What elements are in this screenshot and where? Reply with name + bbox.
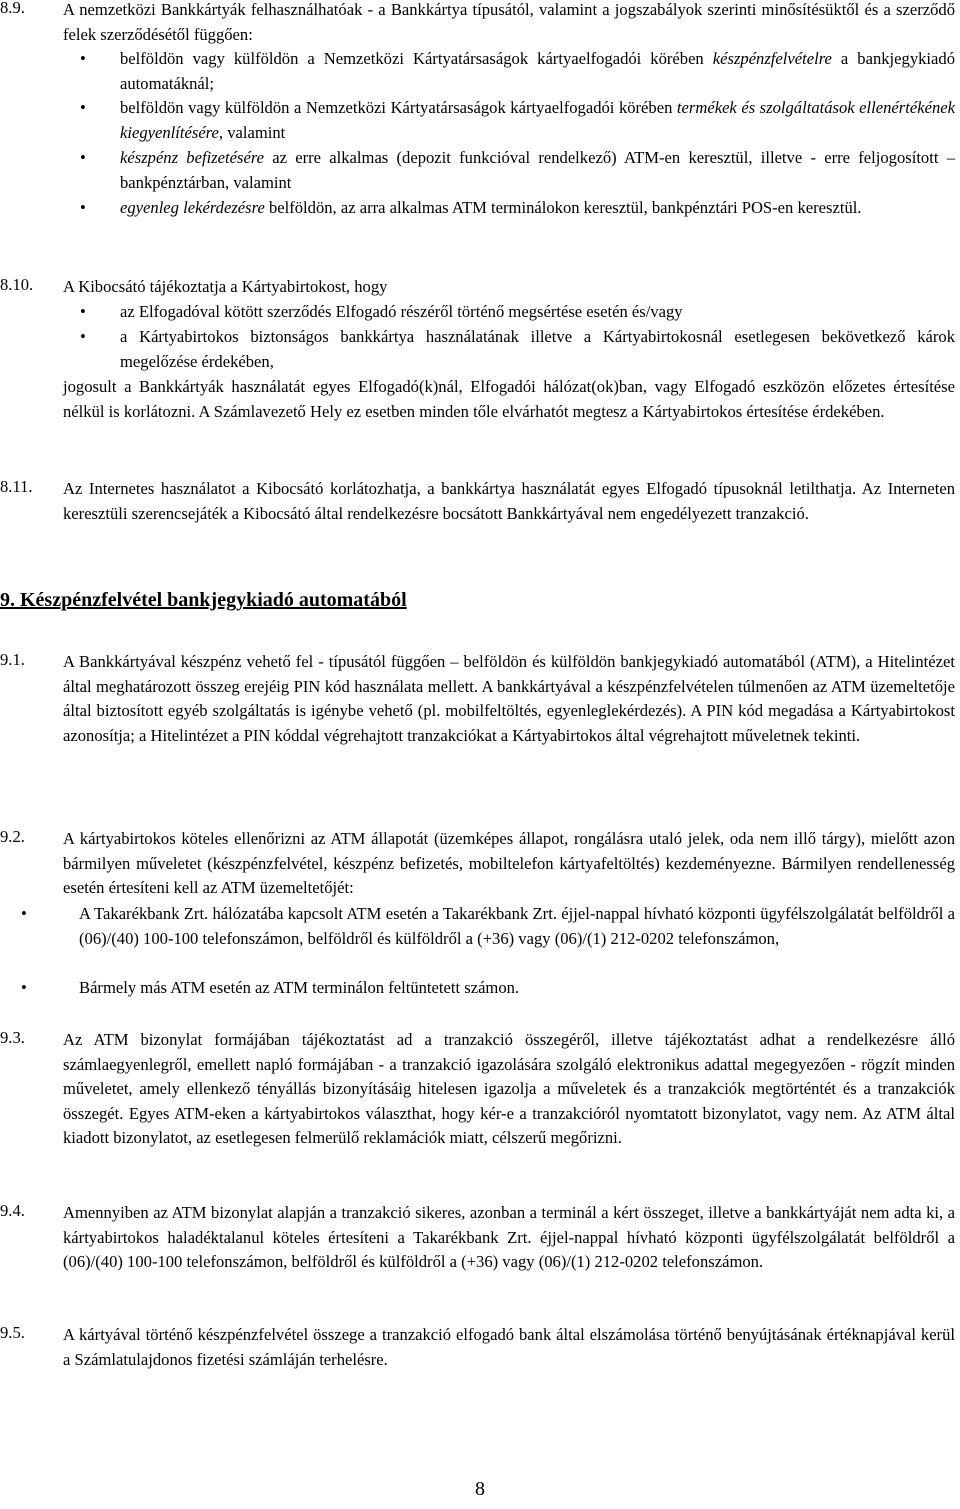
section-body: Az Internetes használatot a Kibocsátó korlátozhatja, a bankkártya használatát egyes Elfogadó típusoknál letilthatja. Az Interneten keresztüli szerencsejáték a Kibocsátó által rendelkezésre bocsátott Bankkártyával nem engedélyezett tranzakció.	[63, 479, 955, 523]
section-body: A kártyával történő készpénzfelvétel összege a tranzakció elfogadó bank által elszámolása történő benyújtásának értéknapjával kerül a Számlatulajdonos fizetési számláján terhelésre.	[63, 1325, 955, 1369]
section-number: 8.9.	[0, 0, 25, 17]
section-number: 8.11.	[0, 477, 33, 496]
bullet-item: • a Kártyabirtokos biztonságos bankkártya használatának illetve a Kártyabirtokosnál esetlegesen bekövetkező károk megelőzése érdekében,	[120, 325, 955, 374]
section-number: 9.4.	[0, 1201, 25, 1220]
section-number: 8.10.	[0, 275, 34, 294]
bullet-item: • egyenleg lekérdezésre belföldön, az arra alkalmas ATM terminálokon keresztül, bankpénztári POS-en keresztül.	[120, 196, 955, 221]
bullet-item: • Bármely más ATM esetén az ATM terminálon feltüntetett számon.	[79, 976, 955, 1001]
bullet-item: • belföldön vagy külföldön a Nemzetközi Kártyatársaságok kártyaelfogadói körében készpénzfelvételre a bankjegykiadó automatáknál;	[120, 47, 955, 96]
section-body: Az ATM bizonylat formájában tájékoztatást ad a tranzakció összegéről, illetve tájékoztatást adhat a rendelkezésre álló számlaegyenlegről, emellett napló formájában - a tranzakció igazolására szolgáló elektronikus adattal megegyezően - rögzít minden műveletet, amely ellenkező tényállás bizonyításáig hitelesen igazolja a műveletek és a tranzakciók megtörténtét és a tranzakciók összegét. Egyes ATM-eken a kártyabirtokos választhat, hogy kér-e a tranzakcióról nyomtatott bizonylatot, vagy nem. Az ATM által kiadott bizonylatot, az esetlegesen felmerülő reklamációk miatt, célszerű megőrizni.	[63, 1030, 955, 1148]
chapter-heading: 9. Készpénzfelvétel bankjegykiadó automatából	[0, 589, 407, 611]
section-body: A kártyabirtokos köteles ellenőrizni az ATM állapotát (üzemképes állapot, rongálásra utaló jelek, oda nem illő tárgy), mielőtt azon bármilyen műveletet (készpénzfelvétel, készpénz befizetés, mobiltelefon kártyafeltöltés) kezdeményezne. Bármilyen rendellenesség esetén értesíteni kell az ATM üzemeltetőjét:	[63, 829, 955, 898]
section-body: A Bankkártyával készpénz vehető fel - típusától függően – belföldön és külföldön bankjegykiadó automatából (ATM), a Hitelintézet által meghatározott összeg erejéig PIN kód használata mellett. A bankkártyával a készpénzfelvételen túlmenően az ATM üzemeltetője által biztosított egyéb szolgáltatás is igénybe vehető (pl. mobilfeltöltés, egyenleglekérdezés). A PIN kód megadása a Kártyabirtokost azonosítja; a Hitelintézet a PIN kóddal végrehajtott tranzakciókat a Kártyabirtokos által végrehajtott műveletnek tekinti.	[63, 652, 955, 745]
bullet-item: • belföldön vagy külföldön a Nemzetközi Kártyatársaságok kártyaelfogadói körében termékek és szolgáltatások ellenértékének kiegyenlítésére, valamint	[120, 96, 955, 145]
page-number: 8	[475, 1478, 485, 1500]
section-body: jogosult a Bankkártyák használatát egyes Elfogadó(k)nál, Elfogadói hálózat(ok)ban, vagy Elfogadó eszközön előzetes értesítése nélkül is korlátozni. A Számlavezető Hely ez esetben minden tőle elvárhatót megtesz a Kártyabirtokos értesítése érdekében.	[63, 377, 955, 421]
bullet-item: • az Elfogadóval kötött szerződés Elfogadó részéről történő megsértése esetén és/vagy	[120, 300, 955, 325]
section-body: Amennyiben az ATM bizonylat alapján a tranzakció sikeres, azonban a terminál a kért összeget, illetve a bankkártyáját nem adta ki, a kártyabirtokos haladéktalanul köteles értesíteni a Takarékbank Zrt. éjjel-nappal hívható központi ügyfélszolgálatát belföldről a (06)/(40) 100-100 telefonszámon, belföldről és külföldről a (+36) vagy (06)/(1) 212-0202 telefonszámon.	[63, 1203, 955, 1272]
section-number: 9.5.	[0, 1323, 25, 1342]
section-number: 9.3.	[0, 1028, 25, 1047]
section-intro: A Kibocsátó tájékoztatja a Kártyabirtokost, hogy	[63, 277, 388, 296]
bullet-item: • készpénz befizetésére az erre alkalmas (depozit funkcióval rendelkező) ATM-en keresztül, illetve - erre feljogosított – bankpénztárban, valamint	[120, 146, 955, 195]
section-number: 9.2.	[0, 827, 25, 846]
bullet-item: • A Takarékbank Zrt. hálózatába kapcsolt ATM esetén a Takarékbank Zrt. éjjel-nappal hívható központi ügyfélszolgálatát belföldről a (06)/(40) 100-100 telefonszámon, belföldről és külföldről a (+36) vagy (06)/(1) 212-0202 telefonszámon,	[79, 902, 955, 951]
section-number: 9.1.	[0, 650, 25, 669]
section-intro: A nemzetközi Bankkártyák felhasználhatóak - a Bankkártya típusától, valamint a jogszabályok szerinti minősítésüktől és a szerződő felek szerződésétől függően:	[63, 0, 955, 44]
